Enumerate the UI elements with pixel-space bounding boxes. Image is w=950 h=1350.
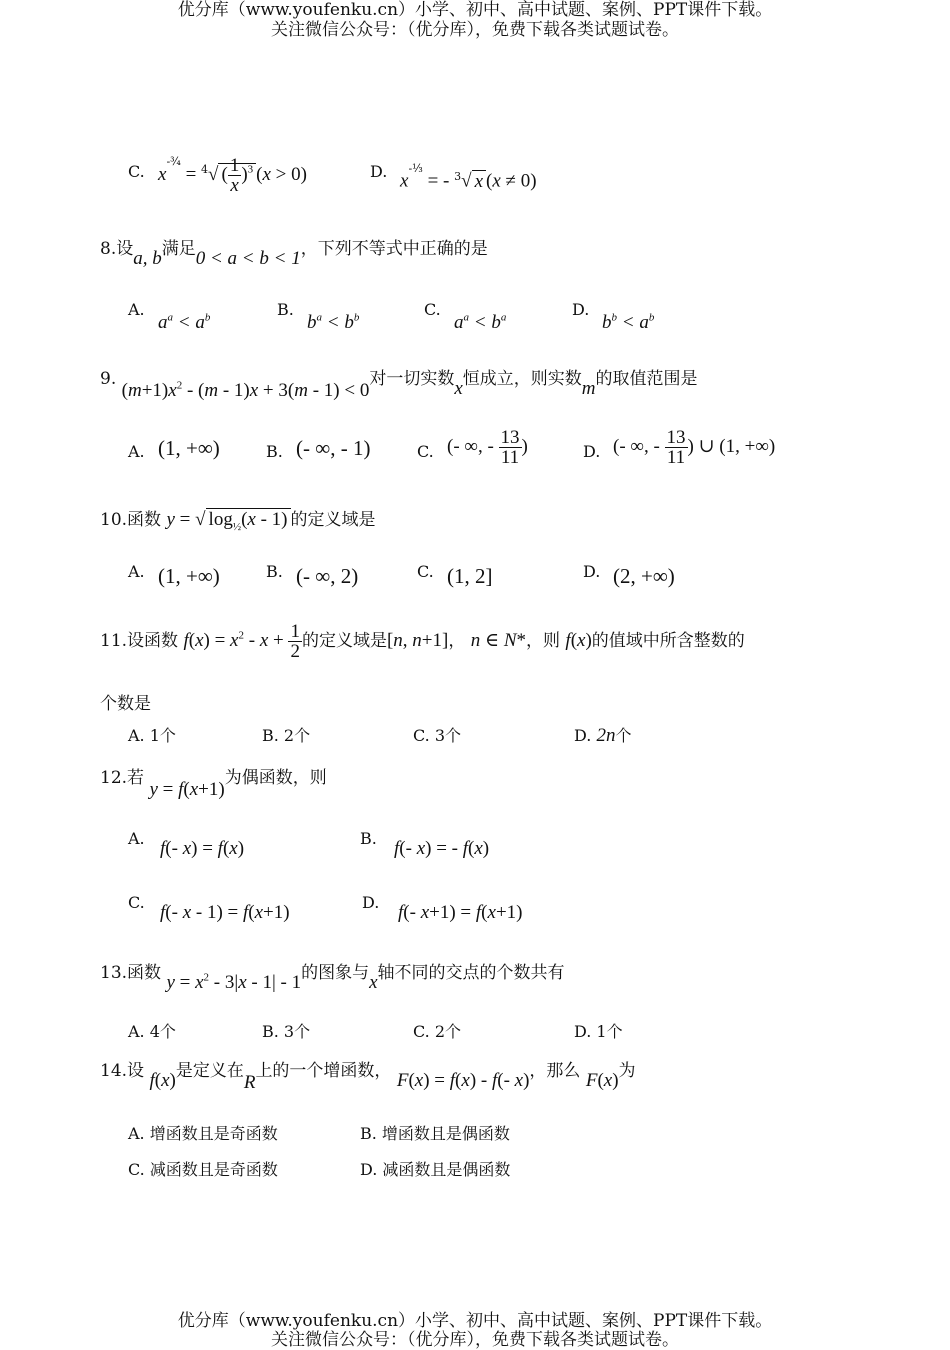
q9-option-a-label: A. [128,442,145,461]
q13-option-b: B. 3个 [262,1022,311,1041]
q12-option-c-label: C. [128,893,145,912]
q12-option-a-formula: f(- x) = f(x) [160,838,245,859]
q10-option-a-formula: (1, +∞) [158,564,220,588]
q9-option-b-label: B. [266,442,283,461]
q10-option-c-label: C. [417,562,434,581]
q10-option-d-label: D. [583,562,601,581]
q7-option-c-label: C. [128,162,145,181]
q11-number: 11. [100,630,128,651]
q8-stem: 8.设a, b满足0 < a < b < 1，下列不等式中正确的是 [100,239,488,269]
page-footer-line-2: 关注微信公众号：（优分库），免费下载各类试题试卷。 [271,1330,679,1350]
q7-option-c-formula: $x^{-\frac{3}{4}} = ^4√$ ( $\frac{1}{x}$ )$^3$ (x > 0) [158,155,307,196]
q14-stem: 14.设 f(x)是定义在R上的一个增函数， F(x) = f(x) - f(- x)，那么 F(x)为 [100,1061,636,1093]
q12-option-a-label: A. [128,829,145,848]
q7-option-d-formula: $x^{-\frac{1}{3}}$ = - $^3$√ x (x ≠ 0) [400,162,537,192]
q14-option-a: A. 增函数且是奇函数 [128,1124,278,1143]
q9-option-c-formula: (- ∞, - $\frac{13}{11}$ ) [447,427,528,468]
q8-option-c-label: C. [424,300,441,319]
q13-option-c: C. 2个 [413,1022,462,1041]
q10-number: 10. [100,510,128,530]
q9-option-d-formula: (- ∞, - $\frac{13}{11}$ ) ∪ (1, +∞) [613,427,776,468]
q10-option-b-label: B. [266,562,283,581]
q14-option-d: D. 减函数且是偶函数 [360,1160,511,1179]
q10-option-c-formula: (1, 2] [447,564,493,588]
q10-option-b-formula: (- ∞, 2) [296,564,359,588]
q14-option-c: C. 减函数且是奇函数 [128,1160,278,1179]
q14-option-b: B. 增函数且是偶函数 [360,1124,510,1143]
q9-number: 9. [100,369,117,389]
page-header-line-2: 关注微信公众号：（优分库），免费下载各类试题试卷。 [271,20,679,40]
q9-option-c-label: C. [417,442,434,461]
q7-option-d-label: D. [370,162,388,181]
q13-stem: 13.函数 $y = x^2 - 3|x - 1| - 1$的图象与x轴不同的交点的个数共有 [100,963,565,993]
q8-option-c-formula: $a^a < b^a$ [454,312,507,334]
q14-number: 14. [100,1061,128,1081]
q8-option-b-formula: $b^a < b^b$ [307,312,360,334]
q12-stem: 12.若 y = f(x+1)为偶函数，则 [100,768,327,800]
q11-option-b: B. 2个 [262,726,311,745]
q12-option-b-formula: f(- x) = - f(x) [394,838,490,859]
q12-number: 12. [100,768,128,788]
q8-option-d-label: D. [572,300,590,319]
q9-stem: 9. $(m+1)x^2 - (m - 1)x + 3(m - 1) < 0$对一切实数x恒成立，则实数m的取值范围是 [100,369,698,401]
q9-option-a-formula: (1, +∞) [158,436,220,460]
q11-stem-continued: 个数是 [100,694,151,714]
q11-stem: 11.设函数 $f(x) = x^2 - x$ + $\frac{1}{2}$ 的定义域是[n, n+1]， n ∈ N*，则 f(x)的值域中所含整数的 [100,621,745,662]
page-footer-line-1: 优分库（www.youfenku.cn）小学、初中、高中试题、案例、PPT课件下载。 [177,1311,773,1331]
q8-option-a-formula: $a^a < a^b$ [158,312,211,334]
q12-option-b-label: B. [360,829,377,848]
q8-option-b-label: B. [277,300,294,319]
q8-option-a-label: A. [128,300,145,319]
q12-option-d-formula: f(- x+1) = f(x+1) [398,902,523,923]
q12-option-d-label: D. [362,893,380,912]
q9-option-d-label: D. [583,442,601,461]
q10-option-d-formula: (2, +∞) [613,564,675,588]
q10-option-a-label: A. [128,562,145,581]
q8-option-d-formula: $b^b < a^b$ [602,312,655,334]
page-header-line-1: 优分库（www.youfenku.cn）小学、初中、高中试题、案例、PPT课件下载。 [177,0,773,20]
q13-number: 13. [100,963,128,983]
q10-stem: 10.函数 y = √ $\log_{\frac{1}{2}}(x - 1)$ 的定义域是 [100,509,376,533]
q9-option-b-formula: (- ∞, - 1) [296,436,371,460]
q11-option-a: A. 1个 [128,726,176,745]
q13-option-d: D. 1个 [574,1022,623,1041]
q11-option-d: D. 2n个 [574,725,632,746]
q11-option-c: C. 3个 [413,726,462,745]
q13-option-a: A. 4个 [128,1022,176,1041]
q12-option-c-formula: f(- x - 1) = f(x+1) [160,902,290,923]
q8-number: 8. [100,239,117,259]
